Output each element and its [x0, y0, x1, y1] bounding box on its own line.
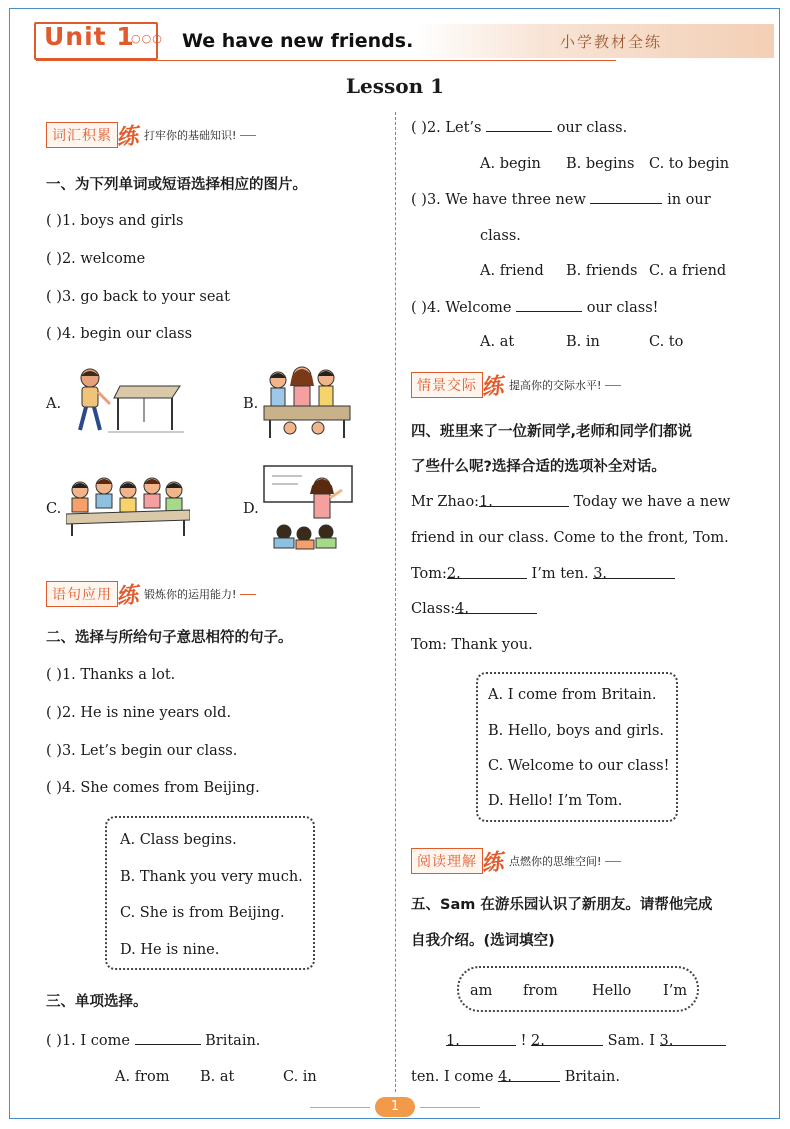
section-situation-tag: 提高你的交际水平! — [509, 379, 602, 392]
part3-q4-option-b: B. in — [566, 334, 600, 350]
blank[interactable]: 1. — [479, 493, 569, 507]
answer-bracket[interactable]: ( ) — [46, 213, 62, 229]
part3-q3-option-c: C. a friend — [649, 263, 727, 279]
dialogue-line-1: Mr Zhao:1. Today we have a new — [411, 494, 731, 510]
part2-option-d: D. He is nine. — [120, 942, 220, 958]
column-divider — [395, 112, 396, 1092]
part2-option-b: B. Thank you very much. — [120, 869, 303, 885]
dialogue-line-2: friend in our class. Come to the front, Tom. — [411, 530, 729, 546]
lesson-title: Lesson 1 — [345, 74, 445, 98]
blank[interactable]: 3. — [660, 1032, 726, 1046]
section-reading-box: 阅读理解 — [411, 848, 483, 874]
part3-heading: 三、单项选择。 — [46, 994, 148, 1010]
word-bank-item: from — [523, 983, 558, 999]
blank[interactable]: 4. — [498, 1068, 560, 1082]
part4-heading-line2: 了些什么呢?选择合适的选项补全对话。 — [411, 459, 666, 475]
dialogue-line-3: Tom:2. I’m ten. 3. — [411, 565, 675, 583]
part4-option-c: C. Welcome to our class! — [488, 758, 670, 774]
answer-bracket[interactable]: ( ) — [46, 743, 62, 759]
dialogue-line-4: Class:4. — [411, 600, 537, 618]
part2-option-a: A. Class begins. — [120, 832, 237, 848]
blank[interactable] — [590, 190, 662, 204]
blank[interactable] — [486, 118, 552, 132]
unit-label: Unit 1 — [44, 22, 135, 51]
blank[interactable]: 2. — [447, 565, 527, 579]
part3-q3-cont: class. — [480, 228, 521, 244]
page-number-rule-left — [310, 1107, 370, 1108]
part2-item-3: ( )3. Let’s begin our class. — [46, 743, 238, 759]
section-reading-header — [411, 848, 621, 877]
picture-c-label: C. — [46, 501, 62, 517]
blank[interactable] — [135, 1031, 201, 1045]
part5-heading-line2: 自我介绍。(选词填空) — [411, 933, 555, 949]
section-sentence-header — [46, 581, 256, 610]
part3-q3-option-a: A. friend — [480, 263, 544, 279]
section-sentence-tag: 锻炼你的运用能力! — [144, 588, 237, 601]
part4-heading-line1: 四、班里来了一位新同学,老师和同学们都说 — [411, 424, 693, 440]
students-at-desks-icon — [66, 470, 190, 538]
answer-bracket[interactable]: ( ) — [46, 667, 62, 683]
blank[interactable]: 3. — [593, 565, 675, 579]
dialogue-line-5: Tom: Thank you. — [411, 637, 533, 653]
answer-bracket[interactable]: ( ) — [46, 1033, 62, 1049]
section-reading-lian: 练 — [479, 848, 505, 877]
part4-option-d: D. Hello! I’m Tom. — [488, 793, 623, 809]
word-bank-item: Hello — [592, 983, 632, 999]
section-situation-lian: 练 — [479, 372, 505, 401]
section-vocab-box: 词汇积累 — [46, 122, 118, 148]
picture-d-label: D. — [243, 501, 259, 517]
blank[interactable]: 2. — [531, 1032, 603, 1046]
unit-dots: ○○○ — [131, 32, 163, 45]
section-situation-tail — [605, 385, 621, 386]
intro-line-1: 1. ! 2. Sam. I 3. — [446, 1032, 726, 1050]
part3-q3: ( )3. We have three new in our — [411, 192, 711, 208]
part2-item-1: ( )1. Thanks a lot. — [46, 667, 176, 683]
section-sentence-tail — [240, 594, 256, 595]
word-bank-item: am — [470, 983, 493, 999]
part1-item-3: ( )3. go back to your seat — [46, 289, 230, 305]
section-situation-header — [411, 372, 621, 401]
answer-bracket[interactable]: ( ) — [411, 120, 427, 136]
part4-option-a: A. I come from Britain. — [488, 687, 657, 703]
section-sentence-box: 语句应用 — [46, 581, 118, 607]
part3-q2: ( )2. Let’s our class. — [411, 120, 628, 136]
blank[interactable]: 4. — [455, 600, 537, 614]
answer-bracket[interactable]: ( ) — [46, 251, 62, 267]
part3-q4-option-a: A. at — [480, 334, 515, 350]
section-vocab-lian: 练 — [114, 122, 140, 151]
part1-heading: 一、为下列单词或短语选择相应的图片。 — [46, 177, 307, 193]
part3-q2-option-b: B. begins — [566, 156, 635, 172]
part2-item-2: ( )2. He is nine years old. — [46, 705, 232, 721]
part1-item-2: ( )2. welcome — [46, 251, 146, 267]
answer-bracket[interactable]: ( ) — [46, 326, 62, 342]
part3-q2-option-c: C. to begin — [649, 156, 730, 172]
section-sentence-lian: 练 — [114, 581, 140, 610]
answer-bracket[interactable]: ( ) — [46, 705, 62, 721]
part3-q1-option-a: A. from — [115, 1069, 170, 1085]
part5-heading-line1: 五、Sam 在游乐园认识了新朋友。请帮他完成 — [411, 897, 713, 913]
answer-bracket[interactable]: ( ) — [411, 192, 427, 208]
section-situation-box: 情景交际 — [411, 372, 483, 398]
picture-a-label: A. — [46, 396, 62, 412]
section-vocab-tail — [240, 135, 256, 136]
part1-item-1: ( )1. boys and girls — [46, 213, 184, 229]
part3-q4-option-c: C. to — [649, 334, 684, 350]
section-vocab-header — [46, 122, 256, 151]
word-bank-item: I’m — [663, 983, 688, 999]
part2-item-4: ( )4. She comes from Beijing. — [46, 780, 260, 796]
page-number-rule-right — [420, 1107, 480, 1108]
blank[interactable] — [516, 298, 582, 312]
unit-title: We have new friends. — [182, 30, 414, 52]
part4-option-b: B. Hello, boys and girls. — [488, 723, 664, 739]
teacher-at-blackboard-icon — [262, 464, 354, 550]
answer-bracket[interactable]: ( ) — [411, 300, 427, 316]
part3-q3-option-b: B. friends — [566, 263, 638, 279]
picture-b-label: B. — [243, 396, 259, 412]
part3-q1-option-b: B. at — [200, 1069, 235, 1085]
page-number: 1 — [375, 1097, 415, 1117]
part2-heading: 二、选择与所给句子意思相符的句子。 — [46, 630, 293, 646]
answer-bracket[interactable]: ( ) — [46, 289, 62, 305]
section-vocab-tag: 打牢你的基础知识! — [144, 129, 237, 142]
part3-q2-option-a: A. begin — [480, 156, 541, 172]
header-rule — [36, 60, 616, 61]
section-reading-tag: 点燃你的思维空间! — [509, 855, 602, 868]
answer-bracket[interactable]: ( ) — [46, 780, 62, 796]
part2-option-c: C. She is from Beijing. — [120, 905, 285, 921]
section-reading-tail — [605, 861, 621, 862]
header-banner-text: 小学教材全练 — [560, 33, 663, 51]
part3-q1-option-c: C. in — [283, 1069, 317, 1085]
boys-and-girls-group-icon — [262, 362, 354, 440]
boy-walking-to-desk-icon — [68, 364, 188, 439]
intro-line-2: ten. I come 4. Britain. — [411, 1069, 620, 1085]
part1-item-4: ( )4. begin our class — [46, 326, 193, 342]
blank[interactable]: 1. — [446, 1032, 516, 1046]
part3-q1: ( )1. I come Britain. — [46, 1033, 261, 1049]
part3-q4: ( )4. Welcome our class! — [411, 300, 659, 316]
